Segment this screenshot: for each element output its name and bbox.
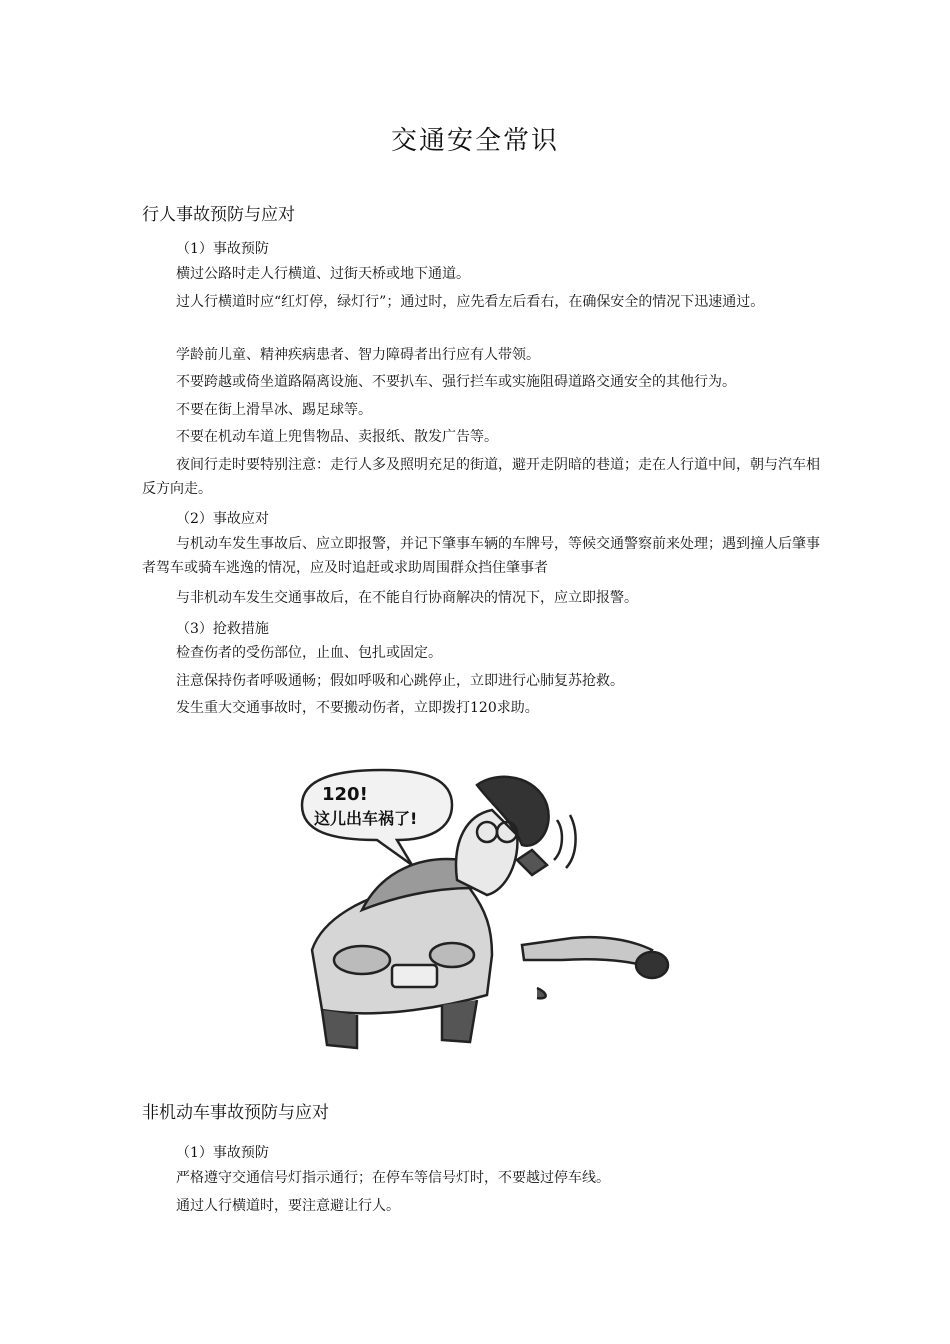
- paragraph: 注意保持伤者呼吸通畅；假如呼吸和心跳停止，立即进行心肺复苏抢救。: [176, 673, 624, 689]
- paragraph: 发生重大交通事故时，不要搬动伤者，立即拨打120求助。: [176, 700, 539, 716]
- paragraph: 与机动车发生事故后、应立即报警，并记下肇事车辆的车牌号，等候交通警察前来处理；遇到撞人后肇事者驾车或骑车逃逸的情况，应及时追赶或求助周围群众挡住肇事者: [142, 536, 820, 576]
- subheading-response: （2）事故应对: [176, 511, 269, 527]
- paragraph: 学龄前儿童、精神疾病患者、智力障碍者出行应有人带领。: [176, 347, 540, 363]
- subheading-rescue: （3）抢救措施: [176, 621, 269, 637]
- paragraph: 横过公路时走人行横道、过街天桥或地下通道。: [176, 266, 470, 282]
- section-heading-non-motor: 非机动车事故预防与应对: [142, 1103, 329, 1123]
- paragraph: 严格遵守交通信号灯指示通行；在停车等信号灯时，不要越过停车线。: [176, 1170, 610, 1186]
- paragraph: 不要跨越或倚坐道路隔离设施、不要扒车、强行拦车或实施阻碍道路交通安全的其他行为。: [176, 374, 736, 390]
- paragraph: 通过人行横道时，要注意避让行人。: [176, 1198, 400, 1214]
- bubble-line-1: 120!: [322, 784, 368, 805]
- paragraph: 检查伤者的受伤部位，止血、包扎或固定。: [176, 645, 442, 661]
- subheading-prevention-2: （1）事故预防: [176, 1145, 269, 1161]
- paragraph: 过人行横道时应“红灯停，绿灯行”；通过时，应先看左后看右，在确保安全的情况下迅速通过。: [176, 294, 765, 310]
- injured-person: [522, 937, 652, 965]
- paragraph: 不要在街上滑旱冰、踢足球等。: [176, 402, 372, 418]
- paragraph: 不要在机动车道上兜售物品、卖报纸、散发广告等。: [176, 429, 498, 445]
- section-heading-pedestrian: 行人事故预防与应对: [142, 205, 295, 225]
- bubble-line-2: 这儿出车祸了!: [314, 809, 418, 828]
- page-title: 交通安全常识: [390, 126, 559, 156]
- paragraph: 与非机动车发生交通事故后，在不能自行协商解决的情况下，应立即报警。: [176, 590, 638, 606]
- accident-illustration: [292, 760, 682, 1060]
- subheading-prevention: （1）事故预防: [176, 241, 269, 257]
- paragraph: 夜间行走时要特别注意：走行人多及照明充足的街道，避开走阴暗的巷道；走在人行道中间，朝与汽车相反方向走。: [142, 457, 820, 497]
